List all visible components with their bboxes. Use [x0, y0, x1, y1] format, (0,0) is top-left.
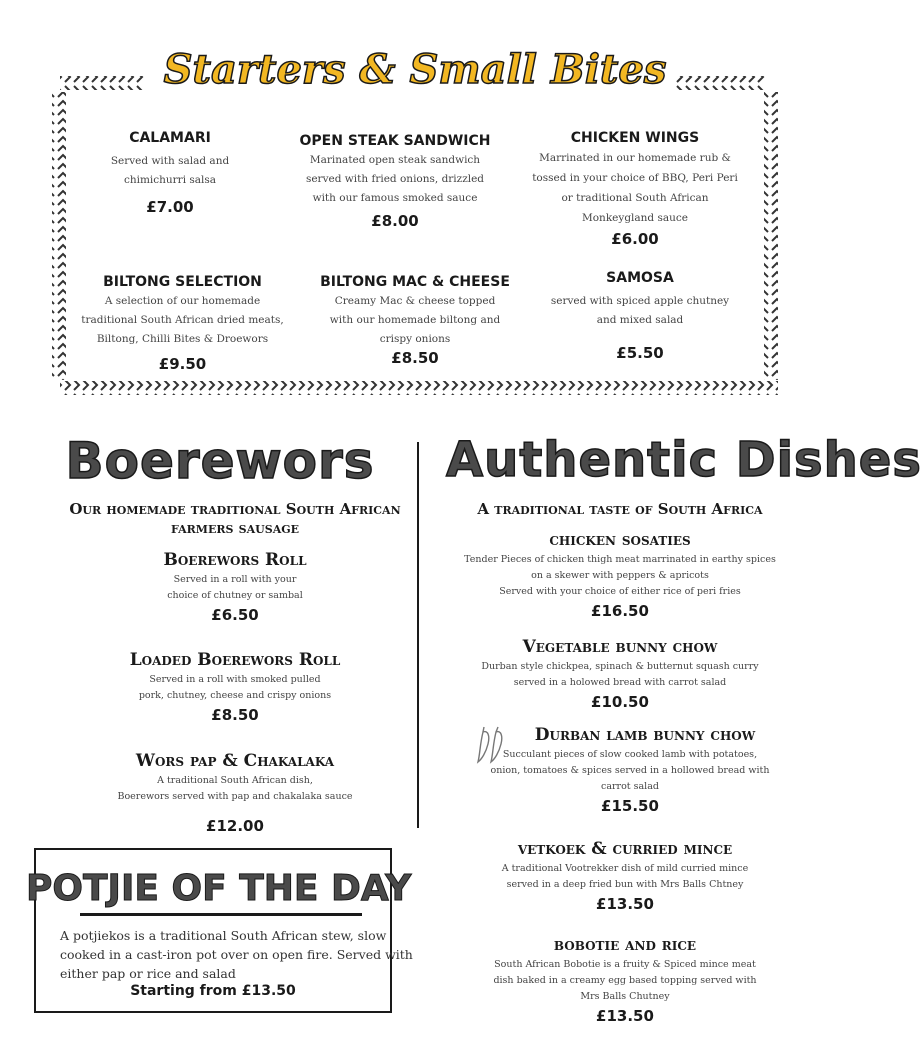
boerewors-item	[70, 751, 400, 835]
authentic-item	[445, 935, 805, 1025]
item-description: Succulant pieces of slow cooked lamb with potatoes, onion, tomatoes & spices served in a hollowed bread with carrot salad	[490, 749, 770, 792]
item-description: A traditional South African dish, Boerewors served with pap and chakalaka sauce	[117, 775, 353, 802]
item-name: Loaded Boerewors Roll	[129, 650, 341, 670]
item-price: £12.00	[206, 817, 264, 835]
item-name: bobotie and rice	[553, 935, 697, 955]
boerewors-item	[70, 650, 400, 724]
item-description: Marinated open steak sandwich served with fried onions, drizzled with our famous smoked sauce	[305, 154, 485, 204]
item-name: vetkoek & curried mince	[517, 839, 733, 859]
column-divider	[417, 442, 419, 828]
starter-item	[530, 270, 750, 362]
item-name: SAMOSA	[606, 270, 674, 286]
item-name: Vegetable bunny chow	[522, 637, 718, 657]
item-description: Marrinated in our homemade rub & tossed in your choice of BBQ, Peri Peri or traditional South African Monkeygland sauce	[532, 152, 738, 224]
item-price: £13.50	[596, 895, 654, 913]
item-name: BILTONG MAC & CHEESE	[320, 274, 510, 290]
potjie-underline	[80, 913, 362, 916]
authentic-subtitle: A traditional taste of South Africa	[477, 500, 763, 518]
item-price: £7.00	[146, 198, 194, 216]
item-description: Tender Pieces of chicken thigh meat marrinated in earthy spices on a skewer with peppers & apricots Served with your choice of either rice of peri fries	[464, 554, 776, 597]
item-price: £9.50	[158, 355, 207, 373]
authentic-item	[445, 530, 795, 620]
boerewors-subtitle: Our homemade traditional South African farmers sausage	[69, 500, 401, 537]
potjie-title: POTJIE OF THE DAY	[26, 868, 412, 909]
item-price: £8.50	[391, 349, 439, 367]
item-name: Durban lamb bunny chow	[534, 725, 756, 745]
starter-item	[70, 130, 270, 216]
item-name: OPEN STEAK SANDWICH	[299, 133, 491, 149]
item-price: £16.50	[591, 602, 649, 620]
item-description: Served in a roll with your choice of chutney or sambal	[167, 574, 303, 601]
item-description: Creamy Mac & cheese topped with our homemade biltong and crispy onions	[329, 295, 501, 345]
item-description: A selection of our homemade traditional South African dried meats, Biltong, Chilli Bites & Droewors	[81, 295, 284, 345]
authentic-item	[445, 839, 805, 913]
starter-item	[510, 130, 760, 248]
item-price: £8.50	[211, 706, 259, 724]
item-price: £15.50	[601, 797, 659, 815]
item-price: £10.50	[591, 693, 649, 711]
item-price: £8.00	[371, 212, 419, 230]
potjie-description: A potjiekos is a traditional South African stew, slow cooked in a cast-iron pot over on open fire. Served with either pap or rice and salad	[60, 928, 413, 981]
potjie-box	[26, 848, 413, 1013]
item-description: served with spiced apple chutney and mixed salad	[550, 295, 730, 326]
starter-item	[290, 133, 500, 230]
item-description: South African Bobotie is a fruity & Spiced mince meat dish baked in a creamy egg based topping served with Mrs Balls Chutney	[493, 959, 757, 1002]
item-price: £6.50	[211, 606, 259, 624]
starter-item	[310, 274, 520, 367]
item-name: Boerewors Roll	[163, 550, 307, 570]
item-price: £6.00	[611, 230, 659, 248]
item-name: BILTONG SELECTION	[103, 274, 262, 290]
authentic-title: Authentic Dishes	[446, 432, 922, 488]
boerewors-title: Boerewors	[65, 432, 375, 490]
item-name: CALAMARI	[129, 130, 211, 146]
boerewors-item	[85, 550, 385, 624]
authentic-item	[445, 637, 795, 711]
starters-title: Starters & Small Bites	[163, 46, 667, 93]
item-description: Served in a roll with smoked pulled pork, chutney, cheese and crispy onions	[138, 674, 332, 701]
item-description: A traditional Vootrekker dish of mild curried mince served in a deep fried bun with Mrs Balls Chtney	[501, 863, 749, 890]
authentic-item	[470, 725, 790, 815]
item-description: Durban style chickpea, spinach & butternut squash curry served in a holowed bread with carrot salad	[481, 661, 759, 688]
item-name: chicken sosaties	[549, 530, 691, 550]
item-description: Served with salad and chimichurri salsa	[110, 155, 230, 186]
item-name: CHICKEN WINGS	[570, 130, 700, 146]
starter-item	[75, 274, 290, 373]
item-name: Wors pap & Chakalaka	[135, 751, 335, 771]
item-price: £5.50	[616, 344, 664, 362]
potjie-price: Starting from £13.50	[130, 983, 296, 999]
item-price: £13.50	[596, 1007, 654, 1025]
